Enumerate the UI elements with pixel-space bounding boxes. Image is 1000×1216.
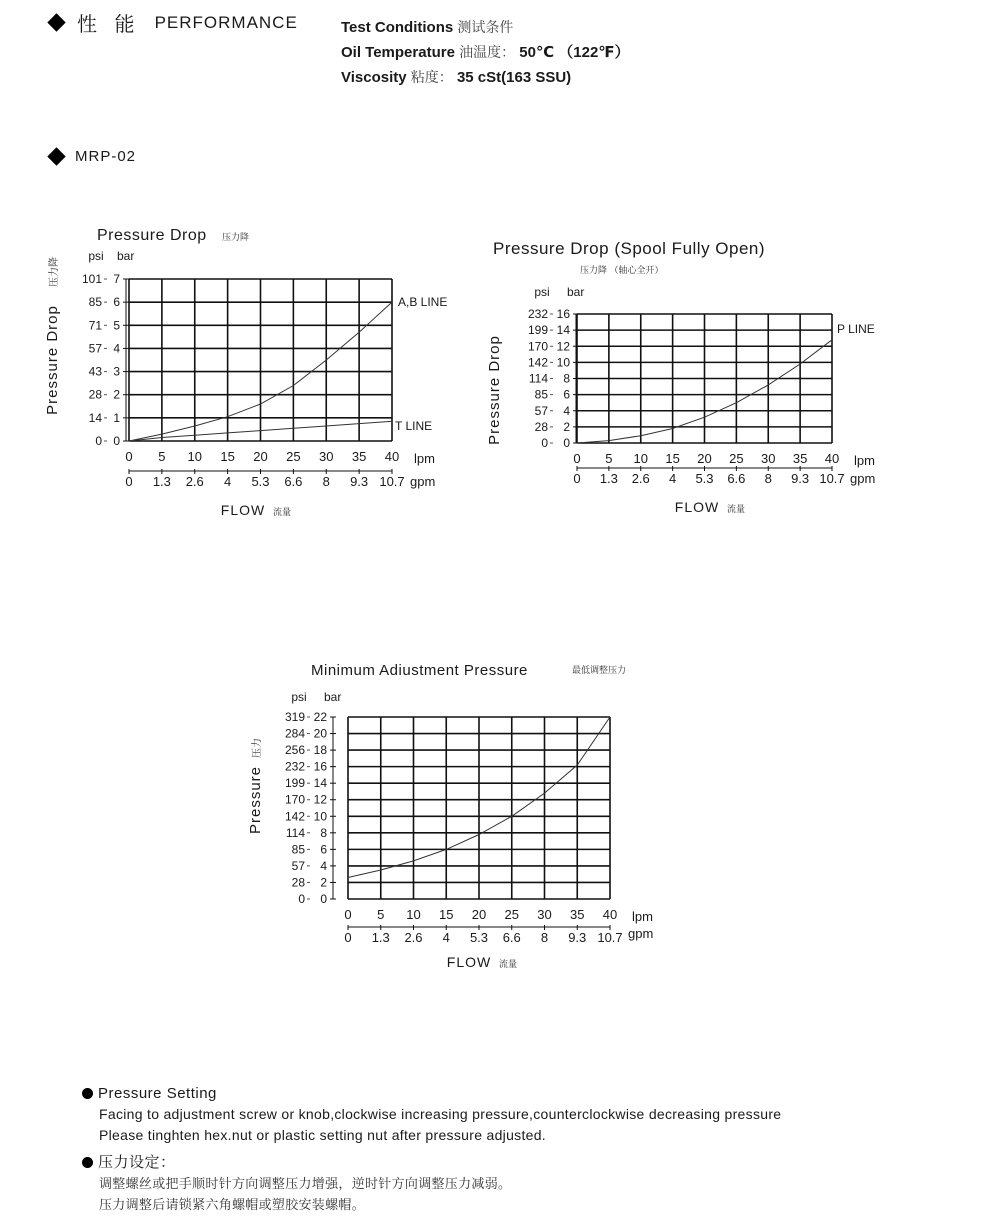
x-tick-label-gpm: 10.7 — [597, 930, 623, 945]
x-tick-label-gpm: 2.6 — [404, 930, 423, 945]
y-tick-label-psi: 0 — [541, 436, 548, 450]
x-axis-label-cn: 流量 — [273, 507, 292, 517]
x-tick-label-gpm: 10.7 — [379, 474, 405, 489]
y-tick-label-psi: 170 — [284, 792, 305, 807]
x-tick-label-lpm: 25 — [504, 907, 519, 922]
x-tick-label-gpm: 4 — [224, 474, 232, 489]
chart-title: Minimum Adiustment Pressure — [311, 662, 528, 679]
x-axis-label: FLOW — [220, 502, 266, 518]
y-tick-label-bar: 12 — [313, 792, 327, 807]
x-tick-label-lpm: 0 — [573, 451, 581, 466]
x-unit-lpm: lpm — [854, 453, 875, 468]
y-axis-label: Pressure Drop — [44, 305, 61, 415]
y-tick-label-psi: 85 — [88, 295, 102, 310]
note-line: Facing to adjustment screw or knob,clockwise increasing pressure,counterclockwise decreasing pressure — [99, 1106, 782, 1122]
x-tick-label-gpm: 0 — [344, 930, 352, 945]
y-unit-bar: bar — [567, 285, 585, 299]
x-tick-label-gpm: 1.3 — [371, 930, 390, 945]
y-tick-label-bar: 8 — [563, 371, 570, 386]
y-tick-label-bar: 2 — [320, 875, 327, 890]
x-tick-label-lpm: 10 — [406, 907, 421, 922]
y-tick-label-bar: 4 — [320, 858, 327, 873]
x-tick-label-lpm: 0 — [344, 907, 352, 922]
x-tick-label-lpm: 25 — [286, 449, 301, 464]
y-axis-label-cn: 压力降 — [49, 257, 60, 287]
x-tick-label-lpm: 40 — [824, 451, 840, 466]
x-unit-gpm: gpm — [410, 474, 436, 489]
test-conditions-cn: 测试条件 — [457, 19, 514, 35]
viscosity-value: 35 cSt(163 SSU) — [456, 69, 572, 86]
y-tick-label-psi: 28 — [291, 875, 305, 890]
x-tick-label-gpm: 1.3 — [599, 471, 618, 486]
performance-heading-cn: 性 能 — [77, 14, 141, 36]
y-tick-label-bar: 4 — [113, 341, 120, 356]
test-conditions-label: Test Conditions — [341, 19, 454, 36]
bullet-dot-icon — [82, 1088, 93, 1099]
x-tick-label-lpm: 40 — [384, 449, 400, 464]
chart-title: Pressure Drop — [97, 227, 207, 244]
x-tick-label-gpm: 6.6 — [727, 471, 746, 486]
x-axis-label-cn: 流量 — [499, 959, 518, 969]
y-tick-label-bar: 10 — [556, 355, 570, 370]
y-tick-label-psi: 319 — [284, 710, 305, 724]
y-unit-psi: psi — [291, 690, 307, 704]
y-unit-psi: psi — [88, 249, 104, 263]
x-tick-label-gpm: 6.6 — [502, 930, 521, 945]
pressure-setting-title-cn-text: 压力设定： — [98, 1154, 176, 1171]
y-tick-label-bar: 20 — [313, 726, 327, 741]
y-tick-label-psi: 71 — [88, 318, 102, 333]
x-tick-label-gpm: 5.3 — [469, 930, 489, 945]
y-tick-label-psi: 28 — [88, 387, 102, 402]
y-tick-label-psi: 232 — [527, 307, 548, 321]
oil-temperature-label: Oil Temperature — [341, 44, 455, 61]
x-tick-label-lpm: 10 — [187, 449, 202, 464]
x-tick-label-gpm: 0 — [125, 474, 133, 489]
y-unit-psi: psi — [534, 285, 550, 299]
y-tick-label-psi: 57 — [534, 403, 548, 418]
y-tick-label-psi: 43 — [88, 364, 102, 379]
y-tick-label-bar: 22 — [313, 710, 327, 724]
y-tick-label-bar: 0 — [320, 892, 327, 906]
y-tick-label-bar: 2 — [563, 419, 570, 434]
x-tick-label-lpm: 20 — [253, 449, 268, 464]
chart-title-cn: 压力降 （轴心全开） — [580, 265, 664, 275]
x-tick-label-lpm: 40 — [602, 907, 618, 922]
x-unit-gpm: gpm — [628, 926, 654, 941]
y-tick-label-bar: 16 — [313, 759, 327, 774]
chart-title-cn: 压力降 — [222, 232, 250, 242]
y-tick-label-bar: 3 — [113, 364, 120, 379]
x-tick-label-gpm: 2.6 — [631, 471, 650, 486]
y-axis-label: Pressure Drop — [486, 335, 503, 445]
y-tick-label-bar: 4 — [563, 403, 570, 418]
x-tick-label-lpm: 35 — [792, 451, 808, 466]
series-label: T LINE — [395, 419, 433, 433]
y-unit-bar: bar — [117, 249, 135, 263]
chart-title-cn: 最低调整压力 — [572, 665, 627, 675]
x-tick-label-gpm: 2.6 — [185, 474, 204, 489]
x-tick-label-lpm: 35 — [570, 907, 585, 922]
pressure-setting-title-cn — [82, 1152, 781, 1173]
pressure-setting-cn — [82, 1152, 781, 1215]
chart-title: Pressure Drop (Spool Fully Open) — [493, 239, 766, 258]
y-tick-label-bar: 5 — [113, 318, 120, 333]
y-tick-label-psi: 256 — [284, 743, 305, 758]
x-tick-label-lpm: 30 — [537, 907, 552, 922]
y-unit-bar: bar — [324, 690, 342, 704]
x-tick-label-gpm: 9.3 — [791, 471, 810, 486]
y-tick-label-bar: 1 — [113, 410, 120, 425]
model-name: MRP-02 — [75, 148, 137, 165]
y-tick-label-bar: 16 — [556, 307, 570, 321]
y-tick-label-bar: 7 — [113, 272, 120, 286]
x-tick-label-gpm: 8 — [764, 471, 772, 486]
x-axis-label-cn: 流量 — [727, 504, 746, 514]
y-tick-label-psi: 0 — [298, 892, 305, 906]
y-tick-label-bar: 14 — [556, 323, 570, 338]
x-tick-label-gpm: 0 — [573, 471, 581, 486]
x-tick-label-lpm: 20 — [471, 907, 487, 922]
x-tick-label-gpm: 6.6 — [284, 474, 303, 489]
x-tick-label-lpm: 5 — [605, 451, 613, 466]
x-tick-label-lpm: 30 — [761, 451, 776, 466]
y-tick-label-bar: 14 — [313, 776, 327, 791]
y-tick-label-psi: 114 — [528, 371, 548, 386]
y-tick-label-bar: 6 — [320, 842, 327, 857]
y-tick-label-psi: 232 — [284, 759, 305, 774]
pressure-setting-title-text: Pressure Setting — [98, 1085, 217, 1102]
x-tick-label-lpm: 5 — [377, 907, 385, 922]
note-line: Please tinghten hex.nut or plastic setting nut after pressure adjusted. — [99, 1127, 547, 1143]
x-tick-label-gpm: 4 — [442, 930, 450, 945]
y-tick-label-psi: 57 — [88, 341, 102, 356]
y-tick-label-psi: 142 — [527, 355, 548, 370]
x-tick-label-gpm: 9.3 — [568, 930, 587, 945]
series-label: A,B LINE — [398, 295, 448, 309]
viscosity-cn: 粘度： — [410, 69, 453, 85]
y-tick-label-bar: 18 — [313, 743, 327, 758]
x-axis-label: FLOW — [674, 499, 720, 515]
y-axis-label-cn: 压力 — [252, 738, 263, 758]
x-tick-label-gpm: 8 — [322, 474, 330, 489]
x-unit-lpm: lpm — [414, 451, 435, 466]
y-tick-label-psi: 14 — [88, 410, 102, 425]
x-unit-lpm: lpm — [632, 909, 653, 924]
x-tick-label-lpm: 20 — [697, 451, 712, 466]
y-tick-label-psi: 85 — [291, 842, 305, 857]
y-tick-label-bar: 6 — [563, 387, 570, 402]
y-tick-label-psi: 199 — [284, 776, 305, 791]
note-line-cn: 压力调整后请锁紧六角螺帽或塑胶安装螺帽。 — [99, 1197, 366, 1212]
x-tick-label-gpm: 5.3 — [251, 474, 270, 489]
x-tick-label-gpm: 10.7 — [819, 471, 845, 486]
x-tick-label-lpm: 0 — [125, 449, 133, 464]
y-tick-label-psi: 28 — [534, 419, 548, 434]
y-axis-label: Pressure — [247, 765, 264, 835]
x-tick-label-gpm: 8 — [540, 930, 549, 945]
x-tick-label-gpm: 1.3 — [152, 474, 171, 489]
performance-heading-en: PERFORMANCE — [154, 12, 298, 32]
pressure-setting-notes — [82, 1083, 781, 1215]
y-tick-label-psi: 142 — [284, 809, 305, 824]
pressure-setting-title — [82, 1083, 781, 1104]
y-tick-label-psi: 114 — [285, 825, 305, 840]
y-tick-label-psi: 0 — [95, 434, 102, 448]
y-tick-label-psi: 101 — [81, 272, 102, 286]
viscosity-label: Viscosity — [341, 69, 407, 86]
y-tick-label-psi: 57 — [291, 858, 305, 873]
x-tick-label-lpm: 15 — [439, 907, 454, 922]
x-tick-label-lpm: 30 — [319, 449, 334, 464]
y-tick-label-bar: 0 — [113, 434, 120, 448]
y-tick-label-bar: 10 — [313, 809, 327, 824]
x-tick-label-lpm: 15 — [665, 451, 680, 466]
y-tick-label-psi: 170 — [527, 339, 548, 354]
oil-temperature-value: 50℃ （122℉） — [519, 44, 630, 61]
y-tick-label-bar: 12 — [556, 339, 570, 354]
y-tick-label-psi: 85 — [534, 387, 548, 402]
x-tick-label-lpm: 15 — [220, 449, 235, 464]
bullet-dot-icon — [82, 1157, 93, 1168]
series-label: P LINE — [837, 322, 875, 336]
y-tick-label-bar: 6 — [113, 295, 120, 310]
x-tick-label-gpm: 4 — [669, 471, 677, 486]
y-tick-label-psi: 199 — [527, 323, 548, 338]
x-tick-label-lpm: 25 — [729, 451, 744, 466]
x-tick-label-lpm: 5 — [158, 449, 166, 464]
y-tick-label-bar: 8 — [320, 825, 327, 840]
x-unit-gpm: gpm — [850, 471, 876, 486]
x-axis-label: FLOW — [446, 954, 492, 970]
note-line-cn: 调整螺丝或把手顺时针方向调整压力增强，逆时针方向调整压力减弱。 — [99, 1176, 512, 1191]
x-tick-label-gpm: 9.3 — [350, 474, 369, 489]
y-tick-label-bar: 0 — [563, 436, 570, 450]
y-tick-label-bar: 2 — [113, 387, 120, 402]
x-tick-label-lpm: 35 — [351, 449, 367, 464]
x-tick-label-gpm: 5.3 — [695, 471, 714, 486]
x-tick-label-lpm: 10 — [633, 451, 648, 466]
y-tick-label-psi: 284 — [284, 726, 305, 741]
oil-temperature-cn: 油温度： — [459, 44, 516, 60]
